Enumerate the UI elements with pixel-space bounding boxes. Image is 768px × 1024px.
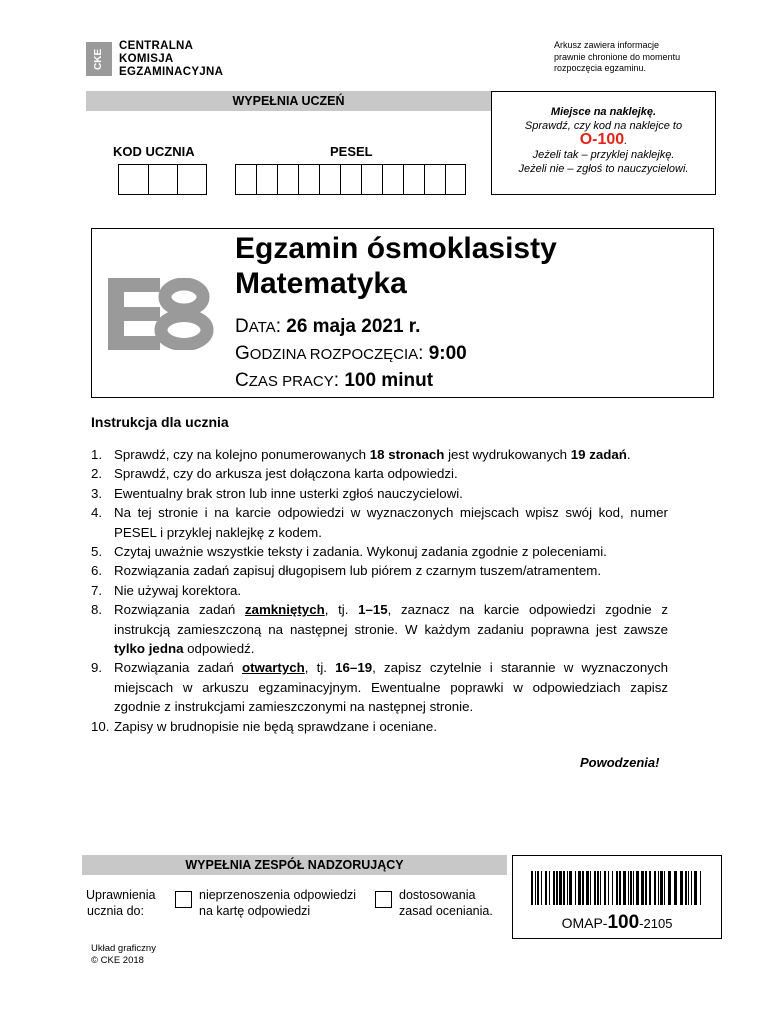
- instruction-number: 7.: [91, 582, 103, 598]
- instruction-number: 6.: [91, 563, 103, 579]
- rights-label-line: Uprawnienia: [86, 888, 156, 902]
- text-bold: tylko jedna: [114, 641, 184, 657]
- kod-ucznia-field[interactable]: [118, 164, 207, 195]
- time-label-cap: G: [235, 343, 250, 364]
- instruction-number: 1.: [91, 447, 103, 462]
- text-bold: 1–15: [358, 602, 388, 618]
- pesel-cell[interactable]: [424, 164, 445, 195]
- instruction-text: Ewentualny brak stron lub inne usterki zgłoś nauczycielowi.: [114, 485, 463, 501]
- instruction-item: [91, 581, 668, 600]
- text-underlined: otwartych: [241, 660, 305, 676]
- text-part: .: [626, 447, 631, 462]
- text-part: , zaznacz na karcie odpowiedzi zgodnie z instrukcją zamieszczoną na następnej stronie. W każdym zadaniu poprawna jest zawsze: [114, 602, 668, 637]
- footer: [91, 943, 156, 967]
- instruction-item: [91, 503, 668, 542]
- instruction-text: Na tej stronie i na karcie odpowiedzi w wyznaczonych miejscach wpisz swój kod, numer PESEL i przyklej naklejkę z kodem.: [114, 505, 668, 540]
- instruction-item: [91, 717, 668, 736]
- pesel-cell[interactable]: [361, 164, 382, 195]
- sheet-code-number: 100: [607, 912, 640, 933]
- exam-title: Egzamin ósmoklasisty: [235, 232, 557, 265]
- instruction-number: 3.: [91, 485, 103, 501]
- sticker-title: Miejsce na naklejkę.: [550, 106, 657, 118]
- pesel-cell[interactable]: [403, 164, 424, 195]
- instruction-text: Rozwiązania zadań zapisuj długopisem lub piórem z czarnym tuszem/atramentem.: [114, 563, 602, 579]
- sticker-yes-text: Jeżeli tak – przyklej naklejkę.: [532, 149, 675, 161]
- sticker-box: [491, 91, 716, 195]
- sticker-code: O-100: [579, 131, 625, 148]
- legal-notice: [554, 40, 754, 75]
- option-label-line: nieprzenoszenia odpowiedzi: [199, 888, 357, 902]
- pesel-field[interactable]: [235, 164, 466, 195]
- text-part: jest wydrukowanych: [444, 447, 571, 462]
- exam-subject: Matematyka: [235, 267, 407, 300]
- instruction-text: [114, 658, 668, 716]
- text-bold: 18 stronach: [369, 447, 445, 462]
- team-section-bar: WYPEŁNIA ZESPÓŁ NADZORUJĄCY: [82, 855, 507, 875]
- text-part: Rozwiązania zadań: [114, 602, 245, 618]
- code-cell[interactable]: [148, 164, 178, 195]
- barcode-icon: [531, 871, 703, 905]
- pesel-label: PESEL: [330, 144, 373, 159]
- instruction-item: [91, 658, 668, 716]
- legal-notice-line: Arkusz zawiera informacje: [554, 40, 660, 50]
- rights-label: [86, 887, 155, 919]
- org-name-line: CENTRALNA: [119, 40, 194, 52]
- text-underlined: zamkniętych: [244, 602, 325, 618]
- instruction-item: [91, 484, 668, 503]
- org-name-line: KOMISJA: [119, 53, 174, 65]
- text-part: Sprawdź, czy na kolejno ponumerowanych: [114, 447, 370, 462]
- option-label-line: na kartę odpowiedzi: [199, 904, 311, 918]
- instruction-item: [91, 600, 668, 658]
- instruction-text: [114, 445, 668, 464]
- org-name: [119, 40, 223, 79]
- adjusted-grading-label: [399, 887, 493, 919]
- instruction-text: Czytaj uważnie wszystkie teksty i zadania. Wykonuj zadania zgodnie z poleceniami.: [114, 544, 607, 560]
- pesel-cell[interactable]: [277, 164, 298, 195]
- text-bold: 16–19: [335, 660, 373, 676]
- instruction-item: [91, 561, 668, 580]
- pesel-cell[interactable]: [235, 164, 256, 195]
- date-label-rest: ATA: [248, 319, 276, 336]
- exam-date-row: DATA: 26 maja 2021 r.: [235, 316, 421, 337]
- text-part: , tj.: [304, 660, 336, 676]
- footer-line: © CKE 2018: [91, 955, 144, 966]
- pesel-cell[interactable]: [298, 164, 319, 195]
- duration-label-rest: ZAS PRACY: [248, 373, 334, 390]
- duration-label-cap: C: [235, 370, 249, 391]
- sheet-code-prefix: OMAP-: [561, 915, 608, 931]
- option-label-line: dostosowania: [399, 888, 476, 902]
- instruction-text: Nie używaj korektora.: [114, 582, 242, 598]
- instruction-item: [91, 464, 668, 483]
- non-transfer-checkbox[interactable]: [175, 891, 192, 908]
- legal-notice-line: prawnie chronione do momentu: [554, 51, 681, 62]
- instruction-number: 2.: [91, 466, 103, 482]
- exam-time: 9:00: [428, 343, 467, 364]
- instruction-text: Zapisy w brudnopisie nie będą sprawdzane i oceniane.: [114, 718, 438, 734]
- code-cell[interactable]: [118, 164, 148, 195]
- cke-logo-letters: CKE: [93, 48, 104, 70]
- good-luck-text: Powodzenia!: [580, 755, 660, 770]
- adjusted-grading-checkbox[interactable]: [375, 891, 392, 908]
- instruction-item: [91, 445, 668, 464]
- text-part: Rozwiązania zadań: [114, 660, 242, 676]
- legal-notice-line: rozpoczęcia egzaminu.: [554, 63, 647, 73]
- instruction-number: 9.: [91, 660, 103, 676]
- code-cell[interactable]: [177, 164, 207, 195]
- sticker-check-text: Sprawdź, czy kod na naklejce to: [524, 120, 683, 132]
- cke-logo-icon: [86, 42, 112, 76]
- instruction-number: 5.: [91, 544, 103, 560]
- e8-logo-icon: [108, 278, 214, 355]
- date-label-cap: D: [235, 316, 249, 337]
- instruction-text: Sprawdź, czy do arkusza jest dołączona karta odpowiedzi.: [114, 466, 458, 482]
- text-part: , zapisz czytelnie i starannie w wyznaczonych miejscach w arkuszu egzaminacyjnym. Ewentualne poprawki w odpowiedziach zapisz zgodnie z instrukcjami zamieszczonymi na następnej stronie.: [114, 660, 668, 715]
- instructions-list: [91, 445, 668, 736]
- exam-time-row: GODZINA ROZPOCZĘCIA: 9:00: [235, 343, 467, 364]
- sticker-no-text: Jeżeli nie – zgłoś to nauczycielowi.: [518, 163, 689, 175]
- pesel-cell[interactable]: [445, 164, 466, 195]
- instruction-text: [114, 600, 668, 658]
- barcode-box: [512, 855, 722, 939]
- kod-ucznia-label: KOD UCZNIA: [113, 144, 195, 159]
- instruction-number: 10.: [91, 718, 110, 734]
- sheet-code-suffix: -2105: [639, 916, 673, 931]
- rights-label-line: ucznia do:: [87, 904, 144, 918]
- instructions-title: Instrukcja dla ucznia: [91, 414, 229, 430]
- option-label-line: zasad oceniania.: [399, 904, 493, 918]
- pesel-cell[interactable]: [382, 164, 403, 195]
- org-name-line: EGZAMINACYJNA: [119, 66, 224, 78]
- pesel-cell[interactable]: [340, 164, 361, 195]
- text-bold: 19 zadań: [570, 447, 627, 462]
- instruction-item: [91, 542, 668, 561]
- student-section-bar: WYPEŁNIA UCZEŃ: [86, 91, 491, 111]
- text-part: , tj.: [324, 602, 359, 618]
- exam-duration-row: CZAS PRACY: 100 minut: [235, 370, 434, 391]
- sticker-code-suffix: .: [624, 135, 628, 147]
- instruction-number: 4.: [91, 505, 103, 521]
- instruction-number: 8.: [91, 602, 103, 618]
- exam-date: 26 maja 2021 r.: [286, 316, 421, 337]
- footer-line: Układ graficzny: [91, 943, 156, 954]
- pesel-cell[interactable]: [319, 164, 340, 195]
- exam-duration: 100 minut: [344, 370, 434, 391]
- sheet-code: [513, 912, 721, 934]
- time-label-rest: ODZINA ROZPOCZĘCIA: [249, 346, 419, 363]
- non-transfer-label: [199, 887, 356, 919]
- pesel-cell[interactable]: [256, 164, 277, 195]
- text-part: odpowiedź.: [183, 641, 255, 657]
